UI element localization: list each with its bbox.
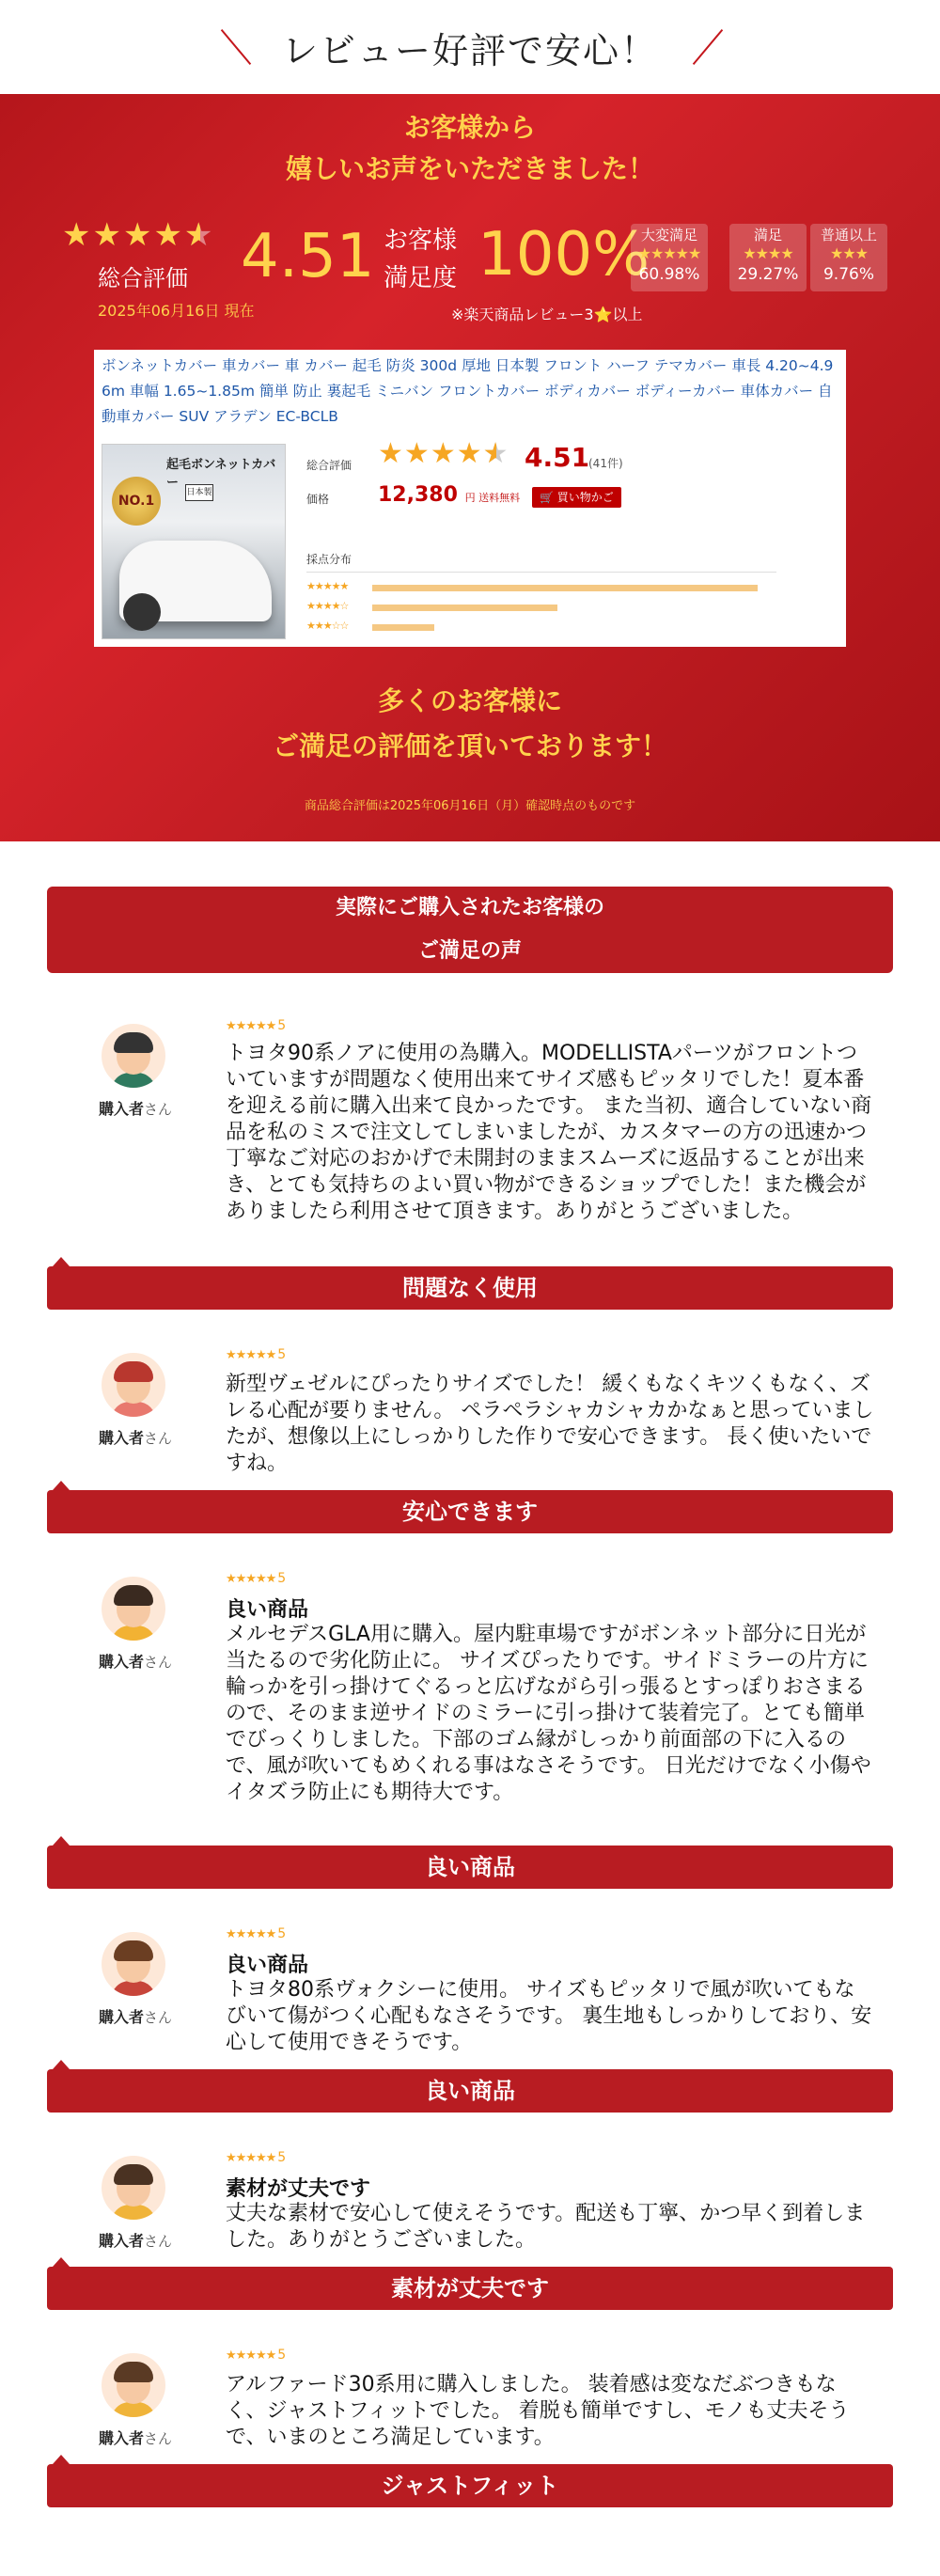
woman-pink-icon — [102, 1353, 165, 1417]
dist-track — [372, 605, 758, 611]
product-image-brand: 起毛ボンネットカバー — [166, 458, 276, 490]
distribution-label: 採点分布 — [306, 553, 352, 566]
buyer-name: 購入者さん — [98, 1100, 173, 1118]
price-unit: 円 送料無料 — [464, 492, 521, 504]
bucket-percent: 29.27% — [737, 265, 799, 284]
star-icon: ★ — [403, 437, 430, 470]
star-icon: ★ — [62, 216, 91, 254]
review-title: 素材が丈夫です — [226, 2177, 371, 2201]
rating-bucket — [729, 224, 807, 291]
review-body: メルセデスGLA用に購入。屋内駐車場ですがボンネット部分に日光が当たるので劣化防止に。 サイズぴったりです。サイドミラーの片方に輪っかを引っ掛けてぐるっと広げながら引っ張るとすっぽりおさまるので、そのまま逆サイドのミラーに引っ掛けて装着完了。とても簡単でびっくりしました。下部のゴム縁がしっかり前面部の下に入るので、風が吹いてもめくれる事はなさそうです。 日光だけでなく小傷やイタズラ防止にも期待大です。 — [226, 1623, 871, 1804]
rating-bucket — [631, 224, 708, 291]
half-star-icon: ★ ★ — [483, 440, 509, 468]
banner-lead-line1: お客様から — [403, 112, 536, 143]
card-score: 4.51 — [525, 442, 590, 473]
half-star-icon: ★ ★ — [184, 219, 212, 251]
overall-label: 総合評価 — [98, 265, 188, 291]
star-icon: ★ — [456, 437, 482, 470]
voice-header-line1: 実際にご購入されたお客様の — [335, 896, 604, 919]
woman-yellow-icon — [102, 1577, 165, 1641]
man-red-shirt-icon — [102, 1932, 165, 1996]
star-icon: ★ — [92, 216, 121, 254]
review-summary-bar: 良い商品 — [47, 2069, 893, 2113]
dist-stars: ★★★★☆ — [306, 600, 349, 612]
review-title: 良い商品 — [226, 1598, 309, 1622]
review-body: 新型ヴェゼルにぴったりサイズでした！ 緩くもなくキツくもなく、ズレる心配が要りません。 ペラペラシャカシャカかなぁと思っていましたが、想像以上にしっかりした作りで安心できます。 長く使いたいですね。 — [226, 1373, 874, 1475]
bucket-percent: 60.98% — [638, 265, 700, 284]
product-card — [94, 350, 846, 647]
bucket-stars: ★★★★★ — [637, 244, 701, 262]
overall-stars — [62, 216, 213, 254]
review-stars: ★★★★★ 5 — [226, 2348, 286, 2363]
man-glasses-icon — [102, 2353, 165, 2417]
dist-track — [372, 585, 758, 591]
bucket-label: 大変満足 — [640, 227, 697, 243]
add-to-cart-button[interactable]: 🛒 買い物かご — [532, 487, 621, 508]
voice-header-line2: ご満足の声 — [417, 939, 522, 963]
date-note: 2025年06月16日 現在 — [98, 302, 255, 320]
review-body: トヨタ80系ヴォクシーに使用。 サイズもピッタリで風が吹いてもなびいて傷がつく心配もなさそうです。 裏生地もしっかりしており、安心して使用できそうです。 — [226, 1978, 872, 2054]
price-value: 12,380 — [378, 483, 458, 507]
review-body: トヨタ90系ノアに使用の為購入。MODELLISTAパーツがフロントついていますが問題なく使用出来てサイズ感もピッタリでした！夏本番を迎える前に購入出来て良かったです。 また当初、適合していない商品を私のミスで注文してしまいましたが、カスタマーの方の迅速かつ丁寧なご対応のおかげで未開封のままスムーズに返品することが出来き、とても気持ちのよい買い物ができるショップでした！また機会がありましたら利用させて頂きます。ありがとうございました。 — [226, 1042, 872, 1223]
review-stars: ★★★★★ 5 — [226, 1571, 286, 1586]
distribution-row — [306, 580, 846, 595]
man-yellow-shirt-icon — [102, 2156, 165, 2220]
no1-badge: NO.1 — [112, 477, 161, 526]
distribution-row — [306, 600, 846, 615]
section-heading — [0, 0, 940, 94]
man-green-shirt-icon — [102, 1024, 165, 1088]
satisfaction-label: お客様満足度 — [384, 227, 458, 292]
review-stars: ★★★★★ 5 — [226, 1018, 286, 1033]
rating-bucket — [810, 224, 887, 291]
star-icon: ★ — [153, 216, 182, 254]
banner-lead-line2: 嬉しいお声をいただきました！ — [285, 153, 654, 184]
review-stars: ★★★★★ 5 — [226, 2150, 286, 2165]
buyer-name: 購入者さん — [98, 2008, 173, 2026]
star-icon: ★ — [430, 437, 456, 470]
card-price — [378, 483, 520, 507]
bucket-percent: 9.76% — [822, 265, 874, 284]
product-title-link[interactable]: ボンネットカバー 車カバー 車 カバー 起毛 防炎 300d 厚地 日本製 フロント ハーフ テマカバー 車長 4.20~4.96m 車幅 1.65~1.85m 簡単 防止 裏起毛 ミニバン フロントカバー ボディカバー ボディーカバー 車体カバー 自動車カバー SUV アラデン EC-BCLB — [102, 357, 834, 425]
banner-lead-line4: ご満足の評価を頂いております！ — [272, 730, 667, 762]
rating-banner — [0, 94, 940, 841]
dist-track — [372, 624, 758, 631]
satisfaction-percent: 100% — [478, 220, 650, 290]
dist-fill — [372, 605, 557, 611]
review-summary-bar: 問題なく使用 — [47, 1266, 893, 1310]
review-summary-bar: ジャストフィット — [47, 2464, 893, 2507]
buyer-name: 購入者さん — [98, 2429, 173, 2447]
divider — [306, 572, 776, 573]
bucket-stars: ★★★★ — [743, 244, 793, 262]
page-title: レビュー好評で安心！ — [281, 29, 658, 71]
bucket-stars: ★★★ — [829, 244, 869, 262]
decor-slash-right — [693, 29, 723, 65]
dist-stars: ★★★★★ — [306, 580, 349, 592]
dist-fill — [372, 624, 434, 631]
card-review-count[interactable]: (41件) — [588, 457, 623, 470]
bucket-label: 満足 — [753, 227, 782, 243]
dist-fill — [372, 585, 758, 591]
card-stars — [378, 437, 509, 470]
review-summary-bar: 素材が丈夫です — [47, 2267, 893, 2310]
buyer-name: 購入者さん — [98, 2232, 173, 2250]
banner-lead-line3: 多くのお客様に — [377, 685, 562, 716]
banner-footnote: 商品総合評価は2025年06月16日（月）確認時点のものです — [304, 799, 636, 813]
review-summary-bar: 良い商品 — [47, 1846, 893, 1889]
review-title: 良い商品 — [226, 1954, 309, 1977]
review-body: 丈夫な素材で安心して使えそうです。配送も丁寧、かつ早く到着しました。ありがとうございました。 — [226, 2202, 866, 2252]
distribution-row — [306, 620, 846, 635]
overall-score: 4.51 — [241, 222, 375, 291]
review-stars: ★★★★★ 5 — [226, 1347, 286, 1362]
review-summary-bar: 安心できます — [47, 1490, 893, 1533]
buyer-name: 購入者さん — [98, 1429, 173, 1447]
car-wheel-icon — [123, 593, 161, 631]
star-icon: ★ — [378, 437, 403, 470]
product-image[interactable] — [102, 444, 286, 639]
dist-stars: ★★★☆☆ — [306, 620, 349, 632]
customer-voice-header — [47, 887, 893, 973]
buyer-name: 購入者さん — [98, 1653, 173, 1671]
decor-slash-left — [221, 29, 251, 65]
review-stars: ★★★★★ 5 — [226, 1926, 286, 1941]
review-body: アルファード30系用に購入しました。 装着感は変なだぶつきもなく、ジャストフィットでした。 着脱も簡単ですし、モノも丈夫そうで、いまのところ満足しています。 — [226, 2373, 850, 2449]
made-in-japan-badge: 日本製 — [185, 484, 213, 501]
card-overall-label: 総合評価 — [306, 459, 352, 472]
review-note: ※楽天商品レビュー3⭐以上 — [451, 306, 643, 323]
card-price-label: 価格 — [306, 493, 330, 506]
bucket-label: 普通以上 — [820, 227, 877, 243]
star-icon: ★ — [122, 216, 152, 254]
